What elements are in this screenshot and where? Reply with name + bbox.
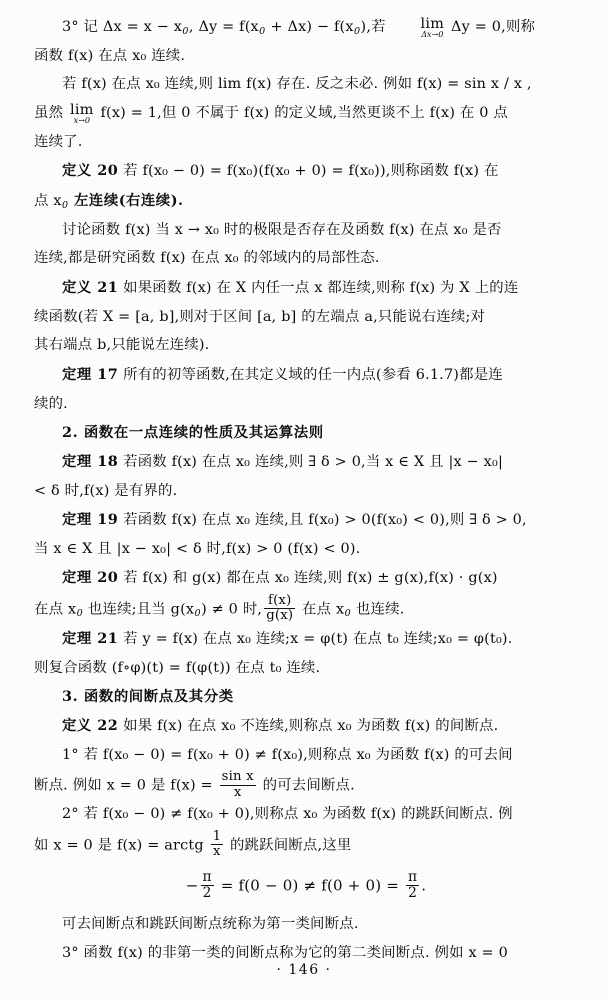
theorem-label: 定理 17 <box>62 365 119 383</box>
definition-21-line3 <box>34 332 578 360</box>
item-2-jump-discontinuity <box>34 801 578 829</box>
theorem-label: 定理 20 <box>62 569 119 587</box>
section-heading-2: 2. 函数在一点连续的性质及其运算法则 <box>62 424 324 442</box>
fraction-numerator: 1 <box>212 829 222 845</box>
text-run: 如果函数 f(x) 在 X 内任一点 x 都连续,则称 f(x) 为 X 上的连 <box>123 279 519 296</box>
section-heading-3: 3. 函数的间断点及其分类 <box>62 688 234 706</box>
paragraph-item-3-degree <box>34 14 578 42</box>
paragraph-limit-exists <box>34 71 578 99</box>
text-run: 所有的初等函数,在其定义域的任一内点(参看 6.1.7)都是连 <box>123 366 503 383</box>
text-run: . <box>421 876 427 895</box>
theorem-21-line2 <box>34 655 578 683</box>
theorem-19 <box>34 506 578 535</box>
fraction-denominator: g(x) <box>266 608 294 624</box>
fraction-pi-over-2-left <box>201 870 214 901</box>
theorem-18 <box>34 448 578 477</box>
text-run: = f(0 − 0) ≠ f(0 + 0) = <box>215 876 405 895</box>
paragraph-continuation-2 <box>34 100 578 128</box>
fraction-numerator: π <box>408 869 418 886</box>
paragraph-discussion-2 <box>34 245 578 273</box>
definition-20-line2 <box>34 187 578 216</box>
subscript: 0 <box>61 199 69 211</box>
text-run: 若 y = f(x) 在点 x₀ 连续;x = φ(t) 在点 t₀ 连续;x₀ = φ(t₀). <box>123 631 513 648</box>
theorem-20-line2 <box>34 594 578 624</box>
text-run: 可去间断点和跳跃间断点统称为第一类间断点. <box>62 915 359 932</box>
text-run: 讨论函数 f(x) 当 x → x₀ 时的极限是否存在及函数 f(x) 在点 x₀ 是否 <box>62 221 502 238</box>
fraction-f-over-g <box>264 594 295 624</box>
text-run: , Δy = f(x <box>188 19 259 35</box>
theorem-19-line2 <box>34 536 578 564</box>
item-1-removable-discontinuity <box>34 742 578 770</box>
text-run: 若函数 f(x) 在点 x₀ 连续,则 ∃ δ > 0,当 x ∈ X 且 |x − x₀| <box>123 453 503 470</box>
text-run: 的可去间断点. <box>257 777 355 794</box>
definition-21 <box>34 274 578 303</box>
limit-op-label: lim <box>420 15 445 32</box>
text-run: 续的. <box>34 395 68 412</box>
text-run: 当 x ∈ X 且 |x − x₀| < δ 时,f(x) > 0 (f(x) < 0). <box>34 540 361 557</box>
text-run: 的跳跃间断点,这里 <box>225 837 352 854</box>
limit-operator <box>70 103 94 125</box>
text-run: 也连续;且当 g(x <box>83 601 195 618</box>
text-run: 1° 若 f(x₀ − 0) = f(x₀ + 0) ≠ f(x₀),则称点 x₀ 为函数 f(x) 的可去间 <box>62 746 513 763</box>
paragraph-continuation-1 <box>34 43 578 71</box>
text-run: 也连续. <box>351 601 405 618</box>
text-run: 点 x <box>34 192 62 209</box>
fraction-denominator: 2 <box>202 884 212 901</box>
subscript: 0 <box>194 608 201 620</box>
limit-op-under: Δx→0 <box>421 30 444 40</box>
text-run: 在点 x <box>34 601 77 618</box>
text-run: − <box>185 876 199 895</box>
text-run: 则复合函数 (f∘φ)(t) = f(φ(t)) 在点 t₀ 连续. <box>34 659 321 676</box>
text-run: ),若 <box>360 19 391 35</box>
text-run: ) ≠ 0 时, <box>201 601 263 618</box>
theorem-label: 定理 18 <box>62 452 119 470</box>
text-run: 续函数(若 X = [a, b],则对于区间 [a, b] 的左端点 a,只能说右连续;对 <box>34 308 486 325</box>
limit-op-label: lim <box>69 101 94 118</box>
subscript: 0 <box>353 25 361 37</box>
limit-op-under: x→0 <box>73 116 91 126</box>
text-run: 若 f(x) 和 g(x) 都在点 x₀ 连续,则 f(x) ± g(x),f(x) · g(x) <box>123 570 498 587</box>
text-run: 若函数 f(x) 在点 x₀ 连续,且 f(x₀) > 0(f(x₀) < 0),则 ∃ δ > 0, <box>123 512 527 529</box>
theorem-20 <box>34 564 578 593</box>
text-run: 如果 f(x) 在点 x₀ 不连续,则称点 x₀ 为函数 f(x) 的间断点. <box>123 718 499 735</box>
text-run: 其右端点 b,只能说左连续). <box>34 337 210 354</box>
theorem-18-line2 <box>34 478 578 506</box>
subscript: 0 <box>76 608 83 620</box>
fraction-one-over-x <box>211 830 224 860</box>
definition-21-line2 <box>34 304 578 332</box>
text-run: + Δx) − f(x <box>265 19 354 35</box>
text-run: 3° 函数 f(x) 的非第一类的间断点称为它的第二类间断点. 例如 x = 0 <box>62 944 508 961</box>
subscript: 0 <box>344 608 351 620</box>
fraction-numerator: π <box>202 869 212 886</box>
text-run: 连续,都是研究函数 f(x) 在点 x₀ 的邻域内的局部性态. <box>34 250 380 267</box>
text-run: 连续了. <box>34 133 83 150</box>
definition-label: 定义 20 <box>62 162 119 180</box>
theorem-17 <box>34 361 578 390</box>
text-run: 函数 f(x) 在点 x₀ 连续. <box>34 47 186 64</box>
text-run: 若 f(x) 在点 x₀ 连续,则 lim f(x) 存在. 反之未必. 例如 f(x) = sin x / x , <box>62 76 532 93</box>
text-run: 3° 记 Δx = x − x <box>62 19 183 35</box>
limit-operator <box>392 17 444 39</box>
fraction-sinx-over-x <box>220 770 256 800</box>
text-run: f(x) = 1,但 0 不属于 f(x) 的定义域,当然更谈不上 f(x) 在 0 点 <box>95 104 508 121</box>
fraction-numerator: f(x) <box>264 594 295 609</box>
subscript: 0 <box>259 25 266 37</box>
text-run: 虽然 <box>34 104 68 121</box>
text-run: 在点 x <box>297 601 345 618</box>
page-body <box>34 14 578 967</box>
fraction-denominator: x <box>233 784 242 800</box>
subscript: 0 <box>182 25 189 37</box>
text-run: 断点. 例如 x = 0 是 f(x) = <box>34 777 218 794</box>
paragraph-discussion-1 <box>34 217 578 245</box>
fraction-numerator: sin x <box>221 769 254 785</box>
theorem-label: 定理 19 <box>62 511 119 529</box>
item-2-line2 <box>34 830 578 860</box>
text-run: < δ 时,f(x) 是有界的. <box>34 482 178 499</box>
fraction-pi-over-2-right <box>406 870 419 901</box>
fraction-denominator: 2 <box>408 884 418 901</box>
text-run: Δy = 0,则称 <box>446 19 536 35</box>
paragraph-continuation-3 <box>34 129 578 157</box>
text-run: 2° 若 f(x₀ − 0) ≠ f(x₀ + 0),则称点 x₀ 为函数 f(x) 的跳跃间断点. 例 <box>62 806 513 823</box>
item-1-line2 <box>34 770 578 800</box>
text-run: 若 f(x₀ − 0) = f(x₀)(f(x₀ + 0) = f(x₀)),则称函数 f(x) 在 <box>123 163 499 180</box>
definition-22 <box>34 712 578 741</box>
theorem-label: 定理 21 <box>62 630 119 648</box>
definition-label: 定义 21 <box>62 278 119 296</box>
text-run: 如 x = 0 是 f(x) = arctg <box>34 837 209 854</box>
definition-20 <box>34 157 578 186</box>
theorem-21 <box>34 625 578 654</box>
page-number: · 146 · <box>276 962 332 978</box>
display-equation <box>34 870 578 901</box>
fraction-denominator: x <box>213 844 221 860</box>
definition-label: 定义 22 <box>62 717 119 735</box>
text-run-bold: 左连续(右连续). <box>68 191 184 209</box>
paragraph-first-kind <box>34 911 578 939</box>
theorem-17-line2 <box>34 391 578 419</box>
